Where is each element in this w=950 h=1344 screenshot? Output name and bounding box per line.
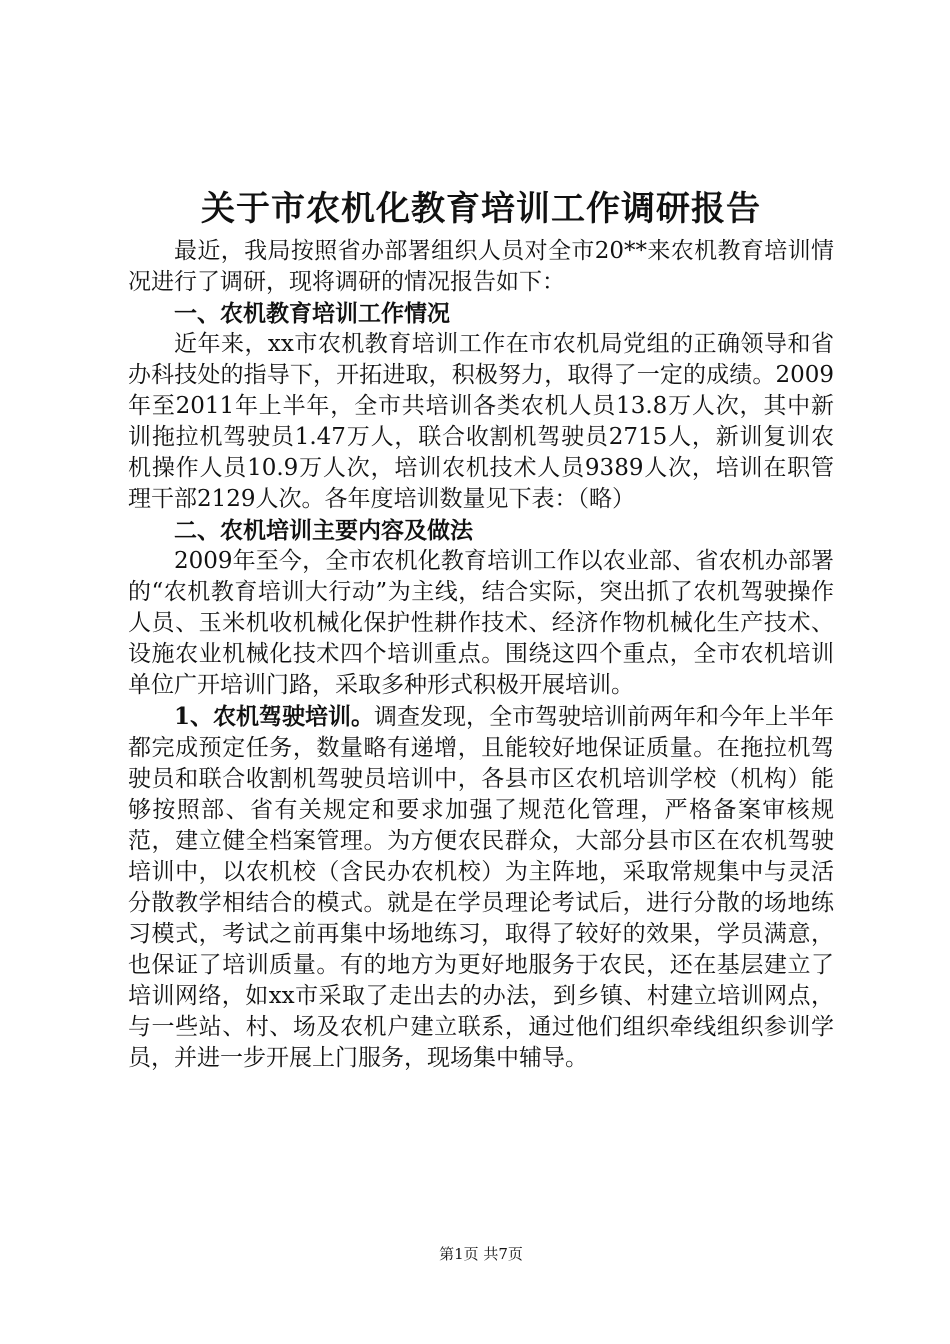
intro-paragraph: 最近，我局按照省办部署组织人员对全市20**来农机教育培训情况进行了调研，现将调研的情况报告如下： — [128, 238, 834, 295]
document-page — [128, 0, 834, 1344]
page-footer: 第1页 共7页 — [439, 1245, 523, 1263]
section-heading-1: 一、农机教育培训工作情况 — [174, 300, 450, 327]
item-paragraph-driving-training — [128, 701, 834, 1074]
section-paragraph-2: 2009年至今，全市农机化教育培训工作以农业部、省农机办部署的“农机教育培训大行动”为主线，结合实际，突出抓了农机驾驶操作人员、玉米机收机械化保护性耕作技术、经济作物机械化生产技术、设施农业机械化技术四个培训重点。围绕这四个重点，全市农机培训单位广开培训门路，采取多种形式积极开展培训。 — [128, 548, 834, 698]
item-text-driving-training: 调查发现，全市驾驶培训前两年和今年上半年都完成预定任务，数量略有递增，且能较好地保证质量。在拖拉机驾驶员和联合收割机驾驶员培训中，各县市区农机培训学校（机构）能够按照部、省有关规定和要求加强了规范化管理，严格备案审核规范，建立健全档案管理。为方便农民群众，大部分县市区在农机驾驶培训中，以农机校（含民办农机校）为主阵地，采取常规集中与灵活分散教学相结合的模式。就是在学员理论考试后，进行分散的场地练习模式，考试之前再集中场地练习，取得了较好的效果，学员满意，也保证了培训质量。有的地方为更好地服务于农民，还在基层建立了培训网络，如xx市采取了走出去的办法，到乡镇、村建立培训网点，与一些站、村、场及农机户建立联系，通过他们组织牵线组织参训学员，并进一步开展上门服务，现场集中辅导。 — [128, 704, 835, 1071]
document-body — [128, 236, 834, 1074]
section-paragraph-1: 近年来，xx市农机教育培训工作在市农机局党组的正确领导和省办科技处的指导下，开拓进取，积极努力，取得了一定的成绩。2009年至2011年上半年，全市共培训各类农机人员13.8万人次，其中新训拖拉机驾驶员1.47万人，联合收割机驾驶员2715人，新训复训农机操作人员10.9万人次，培训农机技术人员9389人次，培训在职管理干部2129人次。各年度培训数量见下表：（略） — [128, 331, 834, 512]
document-title: 关于市农机化教育培训工作调研报告 — [201, 189, 761, 229]
item-lead-driving-training: 1、农机驾驶培训。 — [174, 703, 375, 730]
section-heading-2: 二、农机培训主要内容及做法 — [174, 517, 473, 544]
